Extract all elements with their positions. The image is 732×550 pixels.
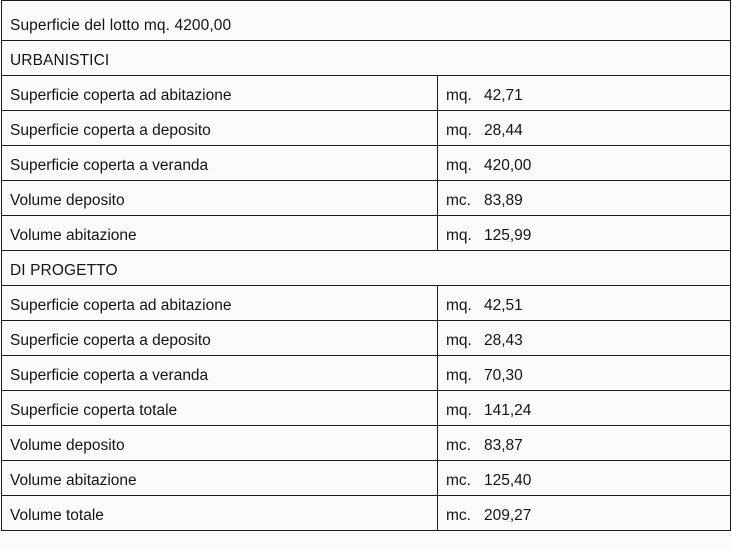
row-unit: mq. [446,331,472,349]
row-unit: mc. [446,436,471,454]
table-row [2,111,731,146]
row-value: 42,71 [484,86,523,104]
row-value: 28,44 [484,121,523,139]
row-label: Volume deposito [2,181,438,216]
section-title-urbanistici: URBANISTICI [2,41,731,76]
row-label: Volume abitazione [2,461,438,496]
row-value: 83,87 [484,436,523,454]
row-value-cell [438,461,731,496]
row-label: Superficie coperta ad abitazione [2,76,438,111]
row-unit: mc. [446,191,471,209]
table-row [2,76,731,111]
row-label: Superficie coperta totale [2,391,438,426]
row-label: Superficie coperta a deposito [2,111,438,146]
section-header-row [2,251,731,286]
row-unit: mc. [446,506,471,524]
row-unit: mq. [446,296,472,314]
table-row [2,391,731,426]
row-label: Superficie coperta a deposito [2,321,438,356]
row-value-cell [438,146,731,181]
row-value-cell [438,321,731,356]
table-row [2,181,731,216]
row-label: Volume totale [2,496,438,531]
row-value: 209,27 [484,506,532,524]
row-label: Superficie coperta a veranda [2,356,438,391]
row-value-cell [438,391,731,426]
row-unit: mq. [446,121,472,139]
row-label: Volume abitazione [2,216,438,251]
row-value-cell [438,216,731,251]
section-header-row [2,41,731,76]
row-value: 420,00 [484,156,532,174]
row-unit: mq. [446,366,472,384]
row-value-cell [438,356,731,391]
row-value: 42,51 [484,296,523,314]
table-row [2,461,731,496]
row-value-cell [438,286,731,321]
table-row [2,286,731,321]
row-unit: mc. [446,471,471,489]
row-value: 70,30 [484,366,523,384]
table-row [2,356,731,391]
row-unit: mq. [446,401,472,419]
row-value-cell [438,496,731,531]
row-value: 83,89 [484,191,523,209]
lot-surface-row [2,1,731,41]
section-title-di-progetto: DI PROGETTO [2,251,731,286]
row-label: Superficie coperta a veranda [2,146,438,181]
row-unit: mq. [446,226,472,244]
row-value: 141,24 [484,401,532,419]
row-unit: mq. [446,156,472,174]
lot-surface-text: Superficie del lotto mq. 4200,00 [2,1,731,41]
row-value-cell [438,111,731,146]
surface-volume-table [1,0,731,531]
table-row [2,146,731,181]
row-value: 125,99 [484,226,532,244]
row-label: Volume deposito [2,426,438,461]
table-row [2,426,731,461]
row-unit: mq. [446,86,472,104]
table-row [2,321,731,356]
row-value: 125,40 [484,471,532,489]
row-label: Superficie coperta ad abitazione [2,286,438,321]
table-row [2,216,731,251]
row-value-cell [438,76,731,111]
table-row [2,496,731,531]
row-value-cell [438,426,731,461]
row-value-cell [438,181,731,216]
row-value: 28,43 [484,331,523,349]
